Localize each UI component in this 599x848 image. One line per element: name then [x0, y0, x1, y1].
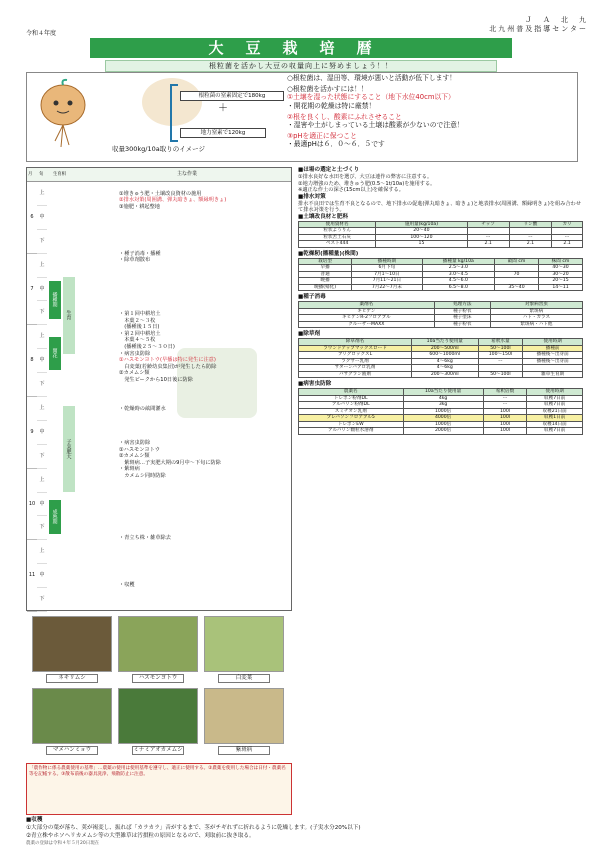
table-cell: プレバソンフロアブル5 — [299, 415, 404, 422]
table-header-cell: 処理方法 — [434, 302, 490, 309]
table-header-cell: 10a当たり使用量 — [412, 339, 479, 346]
table-cell: 50～100l — [478, 371, 523, 378]
task-line: ・第２回中耕培土 — [119, 330, 161, 337]
organization — [398, 16, 588, 34]
pest-photo-caption: ネキリムシ — [46, 674, 98, 683]
table-cell: 3kg — [403, 402, 483, 409]
table-cell: 4000倍 — [403, 415, 483, 422]
section-seed: ■種子消毒 — [298, 294, 326, 301]
intro-point: ○根粒菌を活かすには！！ — [287, 85, 368, 94]
table-cell: 1000倍 — [403, 421, 483, 428]
herbicide-row — [299, 358, 583, 365]
table-cell: 7月1～10日 — [352, 271, 422, 278]
task-block — [119, 440, 289, 480]
header-month: 月 — [28, 172, 33, 177]
table-cell: 600～1000ml — [412, 352, 479, 359]
task-line: ②カメムシ類 — [119, 370, 150, 377]
harvest-section — [26, 817, 578, 840]
ten-day-cell: 下 — [37, 588, 47, 612]
field-text — [298, 174, 583, 194]
task-line: 本葉２～３枚 — [119, 317, 156, 324]
growth-stage: 播種期 — [49, 281, 61, 320]
table-cell: 2.5～3.0 — [422, 265, 494, 272]
pest-photo-caption: マメハンミョウ — [46, 746, 98, 755]
table-cell: 収穫7日前 — [527, 395, 583, 402]
table-cell: 100～150l — [478, 352, 523, 359]
table-cell: ー — [552, 234, 583, 241]
table-header-cell: 播種量 kg/10a — [422, 258, 494, 265]
task-block — [119, 251, 289, 264]
herbicide-table — [298, 338, 583, 378]
table-cell: 早播 — [299, 265, 352, 272]
table-cell: 20～40 — [376, 228, 467, 235]
ten-day-cell: 下 — [37, 230, 47, 254]
table-cell: トレボン粉剤DL — [299, 395, 404, 402]
table-cell: ハト・カラス — [490, 315, 582, 322]
task-line: ①ハスモンヨトウ(早播は特に発生に注意) — [119, 357, 216, 364]
section-sowing: ■乾燥籾(播種量)(株間) — [298, 250, 359, 257]
table-header-cell: 農薬名 — [299, 389, 404, 396]
table-header-cell: 10a当たり使用量 — [403, 389, 483, 396]
table-cell: 種子塗沫 — [434, 315, 490, 322]
month-cell: 7 — [27, 254, 37, 326]
symbiotic-nitrogen-bar: 根粒菌の窒素固定で180kg — [180, 91, 284, 101]
table-cell: 雑草生育期 — [523, 371, 583, 378]
table-cell: 収穫1日前 — [527, 415, 583, 422]
table-cell: クルーザーMAXX — [299, 321, 435, 328]
section-fertilizer: ■土壌改良材と肥料 — [298, 213, 349, 220]
table-cell: 40～30 — [539, 265, 583, 272]
intro-point: ○根粒菌は、湿田等、環境が悪いと活動が低下します！ — [287, 74, 457, 82]
pest-table — [298, 388, 583, 435]
table-cell: バサグラン液剤 — [299, 371, 412, 378]
table-cell: トレボンEW — [299, 421, 404, 428]
seed-row — [299, 321, 583, 328]
intro-point: ・最適pHは６．０～６．５です — [287, 140, 385, 149]
org-top: Ｊ Ａ 北 九 — [525, 16, 588, 24]
task-line: ①ハスモンヨトウ — [119, 446, 160, 453]
table-cell: 7月11～21日 — [352, 278, 422, 285]
table-cell: 100l — [483, 415, 527, 422]
table-cell: 14～11 — [539, 284, 583, 291]
table-cell: 収穫7日前 — [527, 428, 583, 435]
intro-point: ①土壌を湿った状態にすること（地下水位40cm以下） — [287, 93, 455, 102]
table-cell: 晩播 — [299, 278, 352, 285]
table-cell: 収穫14日前 — [527, 421, 583, 428]
task-line: ①堆きゅう肥・土壌改良資材の施用 — [119, 190, 202, 197]
footer-note: 農薬の登録は令和４年５月20日現在 — [26, 841, 100, 846]
task-block — [119, 191, 289, 211]
drainage-line: 排水不良田では生育不良となるので、地下排水の促進(弾丸暗きょ、暗きょ)と地表排水(周囲溝、額縁明きょ)を組み合わせて排水対策を行う。 — [298, 200, 581, 214]
task-block — [119, 311, 289, 384]
table-cell: 100l — [483, 428, 527, 435]
table-cell: 200～500ml — [412, 345, 479, 352]
table-cell: 普通 — [299, 271, 352, 278]
task-line: ・紫斑病 — [119, 466, 140, 473]
table-cell: 種子粉衣 — [434, 308, 490, 315]
table-cell: 3.0～4.5 — [422, 271, 494, 278]
pesticide-note: 「農作物に係る農薬使用の基準」…農薬の使用は使用基準を遵守し、適正に使用する。②農薬を使用した場合は日付・農薬名等を記帳する。③散布前後の器具洗浄、飛散防止に注意。 — [26, 763, 292, 815]
ten-day-cell: 中 — [37, 349, 47, 373]
table-cell: 種子粉衣 — [434, 321, 490, 328]
table-cell: 30～20 — [539, 271, 583, 278]
section-pest: ■病害虫防除 — [298, 381, 332, 388]
table-header-cell: 使用資材名 — [299, 221, 376, 228]
schedule-table — [26, 167, 292, 611]
task-line: ・乾燥時の畝間灌水 — [119, 405, 166, 412]
intro-points — [287, 74, 575, 149]
table-header-cell: 播種時期 — [352, 258, 422, 265]
table-cell: 収穫21日前 — [527, 408, 583, 415]
pest-row — [299, 428, 583, 435]
harvest-line-1: ①大部分の葉が落ち、莢が褐変し、振れば「カラカラ」音がするまで、茎がチギれずに折れるように乾燥します。(子実水分20%以下) — [26, 825, 361, 831]
table-header-cell: 使用時期 — [527, 389, 583, 396]
header-growth: 生育相 — [53, 172, 66, 177]
ten-day-cell: 上 — [37, 397, 47, 421]
table-cell: ー — [483, 402, 527, 409]
intro-point: ②根を良くし、酸素にふれさせること — [287, 112, 402, 121]
year-label: 令和４年度 — [26, 30, 57, 37]
table-cell: 100l — [483, 408, 527, 415]
growth-phase: 生育 — [63, 277, 75, 354]
task-line: ②カメムシ類 — [119, 453, 150, 460]
table-cell: 15 — [376, 241, 467, 248]
ten-day-cell: 上 — [37, 254, 47, 278]
table-cell: 35～40 — [495, 284, 539, 291]
ten-day-cell: 下 — [37, 516, 47, 540]
schedule-header — [27, 168, 291, 182]
table-cell: アルバリン顆粒水溶剤 — [299, 428, 404, 435]
table-cell: ラクサー乳剤 — [299, 358, 412, 365]
table-cell: スミチオン乳剤 — [299, 408, 404, 415]
pest-photo — [204, 688, 284, 744]
ten-day-cell: 中 — [37, 421, 47, 445]
fertilizer-table — [298, 221, 583, 248]
task-line: ③施肥・耕起整地 — [119, 203, 160, 210]
table-cell: ブリグロックスL — [299, 352, 412, 359]
table-cell: 2.1 — [467, 241, 509, 248]
month-cell: 9 — [27, 397, 37, 469]
table-cell: 収穫7日前 — [527, 402, 583, 409]
ten-day-cell: 下 — [37, 373, 47, 397]
header-tasks: 主な作業 — [177, 171, 198, 177]
table-cell: サターンバアロ乳剤 — [299, 365, 412, 372]
table-cell: 2.1 — [552, 241, 583, 248]
task-line: (播種後１５日) — [119, 324, 160, 331]
table-cell: 100～120 — [376, 234, 467, 241]
intro-point: ③pHを適正に保つこと — [287, 132, 357, 141]
right-column — [298, 167, 583, 435]
task-line: ②排水対策(周囲溝、弾丸暗きょ、額縁明きょ) — [119, 197, 227, 204]
pest-photos — [26, 616, 292, 761]
month-cell: 10 — [27, 469, 37, 541]
table-cell: 粒状苦土石灰 — [299, 234, 376, 241]
table-cell: 播種前 — [523, 345, 583, 352]
task-line: ・種子消毒・播種 — [119, 250, 161, 257]
table-cell: 6月下旬 — [352, 265, 422, 272]
pest-photo — [118, 688, 198, 744]
table-cell: 粒状ようりん — [299, 228, 376, 235]
table-cell: キヒゲン — [299, 308, 435, 315]
table-cell: キヒゲンR-2フロアブル — [299, 315, 435, 322]
task-line: (播種後２５～３０日) — [119, 343, 175, 350]
herbicide-row — [299, 352, 583, 359]
table-header-cell: 除草剤名 — [299, 339, 412, 346]
page-title: 大豆栽培暦 — [90, 38, 512, 58]
table-header-cell: 使用時期 — [523, 339, 583, 346]
table-cell: 50～100l — [478, 345, 523, 352]
growth-stage: 成熟期 — [49, 500, 61, 534]
task-line: 紫斑病…子実肥大期の9月中～下旬に防除 — [119, 459, 221, 466]
intro-point: ・開花期の乾燥は特に厳禁！ — [287, 101, 376, 110]
table-header-cell: リン酸 — [509, 221, 551, 228]
sowing-row — [299, 284, 583, 291]
pest-photo-caption: ハスモンヨトウ — [132, 674, 184, 683]
growth-phase: 子実肥大 — [63, 406, 75, 492]
table-header-cell: 栽培型 — [299, 258, 352, 265]
pest-photo — [32, 616, 112, 672]
table-cell: ー — [478, 358, 523, 365]
task-block — [119, 406, 289, 413]
table-header-cell: 対象病害虫 — [490, 302, 582, 309]
table-cell: 100l — [483, 421, 527, 428]
pest-photo-caption: ミナミアオカメムシ — [133, 747, 183, 753]
page-subtitle: 根粒菌を活かし大豆の収量向上に努めましょう！！ — [105, 60, 497, 72]
harvest-title: ■収穫 — [26, 817, 43, 823]
task-line: ・青立ち株・雑草除去 — [119, 534, 171, 541]
harvest-line-2: ②青立株やホソヘリカメムシ等の大型雑草は汚損粒の原因となるので、刈取前に抜き取る。 — [26, 833, 255, 839]
sowing-table — [298, 258, 583, 292]
fertilizer-row — [299, 241, 583, 248]
month-cell: 8 — [27, 325, 37, 397]
table-header-cell: 株間 cm — [539, 258, 583, 265]
month-cell: 6 — [27, 182, 37, 254]
ten-day-cell: 中 — [37, 493, 47, 517]
plus-icon: ＋ — [218, 103, 228, 114]
table-cell: 6.5～8.0 — [422, 284, 494, 291]
table-cell: 70 — [495, 271, 539, 278]
table-cell: 播種後～出芽前 — [523, 352, 583, 359]
pest-photo — [32, 688, 112, 744]
soil-nitrogen-bar: 地力窒素で120kg — [180, 128, 266, 138]
section-drainage: ■排水対策 — [298, 193, 326, 200]
header-ten-days: 旬 — [39, 172, 44, 177]
herbicide-row — [299, 371, 583, 378]
ten-day-cell: 上 — [37, 182, 47, 206]
ten-day-cell: 下 — [37, 445, 47, 469]
table-cell: 4.5～6.0 — [422, 278, 494, 285]
pest-photo-caption: 紫斑病 — [218, 746, 270, 755]
intro-point: ・湿害や土がしまっている土壌は酸素が少ないので注意！ — [287, 121, 464, 130]
table-header-cell: 畝間 cm — [495, 258, 539, 265]
table-cell: ー — [509, 234, 551, 241]
table-header-cell: 希釈水量 — [478, 339, 523, 346]
bean-mascot-icon — [33, 77, 93, 149]
ten-day-cell: 中 — [37, 278, 47, 302]
table-header-cell: チッソ — [467, 221, 509, 228]
field-line: ②地力増強のため、堆きゅう肥(0.5～1t/10a)を施用する。 — [298, 180, 436, 187]
task-line: 発生ピークから10日後に防除 — [119, 376, 193, 383]
pest-photo — [204, 616, 284, 672]
month-cell: 11 — [27, 540, 37, 612]
table-cell: 紫斑病・ハト他 — [490, 321, 582, 328]
field-line: ①排水良好な水田を選び、大豆は連作の弊害に注意する。 — [298, 174, 433, 180]
ten-day-cell: 上 — [37, 325, 47, 349]
org-bottom: 北九州普及指導センター — [489, 25, 588, 33]
table-cell: ー — [467, 234, 509, 241]
table-cell: 晩播(帰化) — [299, 284, 352, 291]
table-cell: 紫斑病 — [490, 308, 582, 315]
seed-table — [298, 301, 583, 328]
table-cell: アルバリン粉剤DL — [299, 402, 404, 409]
table-cell: 4kg — [403, 395, 483, 402]
ten-day-cell: 中 — [37, 564, 47, 588]
table-header-cell: 希釈倍数 — [483, 389, 527, 396]
yield-caption: 収量300kg/10a取りのイメージ — [112, 145, 206, 153]
table-cell: ー — [483, 395, 527, 402]
task-line: ・収穫 — [119, 581, 135, 588]
nitrogen-arrow — [170, 84, 178, 142]
task-block — [119, 535, 289, 542]
task-line: 白変葉(若齢幼虫集団)が発生したら防除 — [119, 363, 217, 370]
table-cell: 4～6kg — [412, 365, 479, 372]
ten-day-cell: 下 — [37, 301, 47, 325]
field-line: ※適正な作土の深さ(15cm以上)を確保する。 — [298, 187, 404, 194]
table-cell: 4～6kg — [412, 358, 479, 365]
pest-photo-caption: 白変葉 — [218, 674, 270, 683]
table-header-cell: 薬剤名 — [299, 302, 435, 309]
task-line: カメムシ同時防除 — [119, 472, 166, 479]
drainage-text — [298, 201, 583, 214]
task-line: 本葉４～５枚 — [119, 337, 156, 344]
task-line: ・第１回中耕培土 — [119, 311, 161, 317]
table-cell: ベスト444 — [299, 241, 376, 248]
table-header-cell: カリ — [552, 221, 583, 228]
task-line: ・病害虫防除 — [119, 440, 151, 446]
task-block — [119, 582, 289, 589]
table-cell: 7月22～7月末 — [352, 284, 422, 291]
ten-day-cell: 上 — [37, 540, 47, 564]
section-herbicide: ■除草剤 — [298, 331, 321, 338]
table-cell: ラウンドアップマックスロード — [299, 345, 412, 352]
table-header-cell: 施用量(kg/10a) — [376, 221, 467, 228]
table-cell: 2.1 — [509, 241, 551, 248]
pest-photo — [118, 616, 198, 672]
growth-stage: 開花 — [49, 337, 61, 371]
task-line: ・病害虫防除 — [119, 350, 151, 357]
ten-day-cell: 上 — [37, 469, 47, 493]
task-line: ・除草剤散布 — [119, 257, 151, 264]
table-cell: 20～15 — [539, 278, 583, 285]
ten-day-cell: 中 — [37, 206, 47, 230]
table-cell: 1000倍 — [403, 408, 483, 415]
table-cell: 200～300ml — [412, 371, 479, 378]
section-field: ■ほ場の選定と土づくり — [298, 167, 360, 173]
table-cell: 播種後～出芽前 — [523, 358, 583, 365]
table-cell: 2000倍 — [403, 428, 483, 435]
